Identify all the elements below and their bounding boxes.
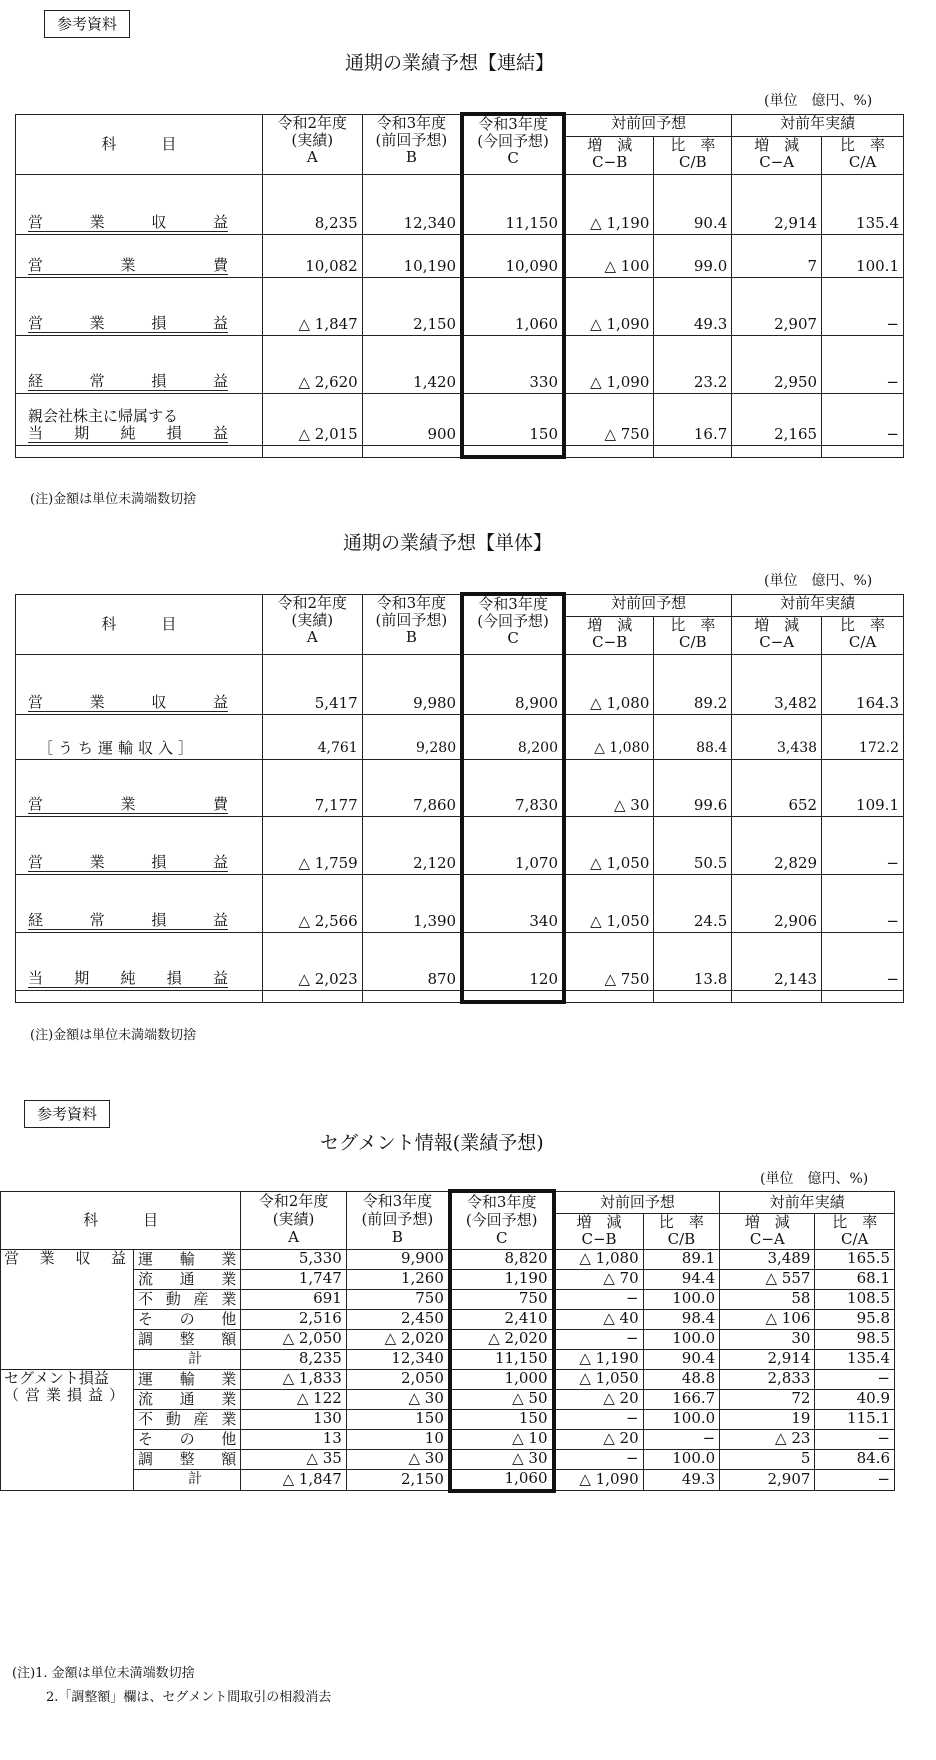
cell-b: 2,150 xyxy=(346,1469,450,1491)
cell-c: △ 30 xyxy=(450,1449,554,1469)
cell-cbr: 13.8 xyxy=(654,932,732,990)
table-row xyxy=(1,1269,895,1289)
group-label-segment-profit: セグメント損益 （営業損益） xyxy=(1,1369,134,1491)
cell-b: 870 xyxy=(362,932,462,990)
cell-cb: − xyxy=(554,1409,644,1429)
item-header: 科 目 xyxy=(16,594,263,654)
table-row xyxy=(1,1249,895,1269)
cell-cbr: 50.5 xyxy=(654,816,732,874)
cell-cbr: 24.5 xyxy=(654,874,732,932)
cell-car: 135.4 xyxy=(822,174,904,234)
cell-c: 7,830 xyxy=(462,759,564,816)
group-label-revenue: 営 業 収 益 xyxy=(1,1249,134,1369)
cell-ca: 3,489 xyxy=(720,1249,815,1269)
cell-car: 109.1 xyxy=(822,759,904,816)
row-label: 営 業 損 益 xyxy=(16,277,263,335)
cell-cbr: 90.4 xyxy=(654,174,732,234)
cell-a: △ 2,566 xyxy=(262,874,362,932)
ratio-cb-header: 比 率 C/B xyxy=(643,1213,720,1249)
cell-car: − xyxy=(822,874,904,932)
cell-a: △ 1,759 xyxy=(262,816,362,874)
col-c-header: 令和3年度 (今回予想) C xyxy=(462,114,564,174)
cell-ca: 3,482 xyxy=(732,654,822,714)
cell-car: 164.3 xyxy=(822,654,904,714)
cell-a: 2,516 xyxy=(241,1309,346,1329)
col-b-header: 令和3年度 (前回予想) B xyxy=(362,114,462,174)
consolidated-table xyxy=(15,112,904,459)
segment-total-label: 計 xyxy=(134,1349,241,1369)
cell-cbr: 98.4 xyxy=(643,1309,720,1329)
segment-label: 調 整 額 xyxy=(134,1449,241,1469)
col-a-header: 令和2年度 (実績) A xyxy=(241,1191,346,1249)
cell-b: 1,420 xyxy=(362,335,462,393)
spacer-cell xyxy=(362,990,462,1002)
cell-a: △ 1,847 xyxy=(262,277,362,335)
segment-label: 運 輸 業 xyxy=(134,1249,241,1269)
cell-cbr: 89.1 xyxy=(643,1249,720,1269)
cell-b: 150 xyxy=(346,1409,450,1429)
cell-ca: △ 106 xyxy=(720,1309,815,1329)
spacer-cell xyxy=(654,990,732,1002)
cell-ca: 3,438 xyxy=(732,714,822,759)
ratio-cb-header: 比 率 C/B xyxy=(654,136,732,174)
row-label: 経 常 損 益 xyxy=(16,874,263,932)
cell-a: △ 2,620 xyxy=(262,335,362,393)
table-row xyxy=(1,1289,895,1309)
row-label: ［うち運輸収入］ xyxy=(16,714,263,759)
cell-b: 9,280 xyxy=(362,714,462,759)
diff-ca-header: 増 減 C−A xyxy=(720,1213,815,1249)
cell-b: 1,390 xyxy=(362,874,462,932)
cell-cbr: 88.4 xyxy=(654,714,732,759)
prev-year-header: 対前年実績 xyxy=(720,1191,895,1213)
cell-b: 10 xyxy=(346,1429,450,1449)
ratio-cb-header: 比 率 C/B xyxy=(654,616,732,654)
cell-a: 8,235 xyxy=(262,174,362,234)
cell-a: 4,761 xyxy=(262,714,362,759)
cell-cb: △ 100 xyxy=(564,234,654,277)
cell-b: 1,260 xyxy=(346,1269,450,1289)
cell-car: − xyxy=(822,932,904,990)
cell-ca: 2,829 xyxy=(732,816,822,874)
cell-car: 115.1 xyxy=(815,1409,895,1429)
cell-car: 84.6 xyxy=(815,1449,895,1469)
cell-c: 330 xyxy=(462,335,564,393)
cell-a: 10,082 xyxy=(262,234,362,277)
row-label: 当 期 純 損 益 xyxy=(16,932,263,990)
segment-title: セグメント情報(業績予想) xyxy=(320,1132,544,1154)
table-row xyxy=(1,1449,895,1469)
cell-c: 1,060 xyxy=(450,1469,554,1491)
cell-b: 750 xyxy=(346,1289,450,1309)
spacer-cell xyxy=(732,445,822,457)
prev-forecast-header: 対前回予想 xyxy=(554,1191,720,1213)
cell-ca: 2,907 xyxy=(732,277,822,335)
spacer-cell xyxy=(822,990,904,1002)
segment-label: 流 通 業 xyxy=(134,1269,241,1289)
cell-b: 7,860 xyxy=(362,759,462,816)
cell-c: 10,090 xyxy=(462,234,564,277)
cell-b: 9,980 xyxy=(362,654,462,714)
cell-c: △ 2,020 xyxy=(450,1329,554,1349)
cell-cb: △ 1,080 xyxy=(554,1249,644,1269)
item-header: 科 目 xyxy=(16,114,263,174)
cell-ca: 2,833 xyxy=(720,1369,815,1389)
cell-cbr: 90.4 xyxy=(643,1349,720,1369)
cell-car: − xyxy=(822,393,904,445)
cell-car: − xyxy=(822,277,904,335)
col-b-header: 令和3年度 (前回予想) B xyxy=(346,1191,450,1249)
reference-label: 参考資料 xyxy=(44,10,130,38)
cell-cb: △ 1,050 xyxy=(564,816,654,874)
prev-year-header: 対前年実績 xyxy=(732,114,904,136)
cell-cb: △ 70 xyxy=(554,1269,644,1289)
spacer-cell xyxy=(362,445,462,457)
cell-a: △ 1,833 xyxy=(241,1369,346,1389)
cell-cb: △ 750 xyxy=(564,393,654,445)
table-row xyxy=(1,1389,895,1409)
row-label: 営 業 収 益 xyxy=(16,654,263,714)
row-label: 営 業 収 益 xyxy=(16,174,263,234)
table-row xyxy=(1,1369,895,1389)
consolidated-unit: (単位 億円、%) xyxy=(764,93,873,109)
cell-ca: 30 xyxy=(720,1329,815,1349)
row-label: 営 業 費 xyxy=(16,234,263,277)
cell-cb: △ 1,190 xyxy=(554,1349,644,1369)
spacer-cell xyxy=(262,990,362,1002)
cell-car: − xyxy=(815,1429,895,1449)
cell-a: △ 2,050 xyxy=(241,1329,346,1349)
cell-c: 1,190 xyxy=(450,1269,554,1289)
spacer-cell xyxy=(564,990,654,1002)
cell-ca: 2,906 xyxy=(732,874,822,932)
cell-a: 8,235 xyxy=(241,1349,346,1369)
cell-cb: △ 750 xyxy=(564,932,654,990)
cell-a: △ 1,847 xyxy=(241,1469,346,1491)
cell-ca: 5 xyxy=(720,1449,815,1469)
cell-b: 2,450 xyxy=(346,1309,450,1329)
spacer-cell xyxy=(262,445,362,457)
cell-c: 120 xyxy=(462,932,564,990)
segment-label: 流 通 業 xyxy=(134,1389,241,1409)
cell-a: 5,417 xyxy=(262,654,362,714)
cell-ca: 652 xyxy=(732,759,822,816)
cell-cb: △ 1,090 xyxy=(554,1469,644,1491)
cell-ca: 2,165 xyxy=(732,393,822,445)
table-row xyxy=(16,932,904,990)
cell-a: △ 2,015 xyxy=(262,393,362,445)
cell-a: △ 122 xyxy=(241,1389,346,1409)
cell-cbr: 23.2 xyxy=(654,335,732,393)
segment-note-1: (注)1. 金額は単位未満端数切捨 xyxy=(12,1666,195,1681)
cell-cbr: 100.0 xyxy=(643,1329,720,1349)
col-c-header: 令和3年度 (今回予想) C xyxy=(462,594,564,654)
cell-cbr: 49.3 xyxy=(643,1469,720,1491)
row-label: 経 常 損 益 xyxy=(16,335,263,393)
cell-cbr: − xyxy=(643,1429,720,1449)
segment-table xyxy=(0,1189,895,1493)
table-row xyxy=(16,393,904,445)
ratio-ca-header: 比 率 C/A xyxy=(822,616,904,654)
cell-a: △ 35 xyxy=(241,1449,346,1469)
cell-c: 2,410 xyxy=(450,1309,554,1329)
col-c-header: 令和3年度 (今回予想) C xyxy=(450,1191,554,1249)
cell-b: △ 30 xyxy=(346,1389,450,1409)
cell-b: △ 30 xyxy=(346,1449,450,1469)
spacer-cell xyxy=(822,445,904,457)
cell-car: 172.2 xyxy=(822,714,904,759)
spacer-cell xyxy=(732,990,822,1002)
prev-year-header: 対前年実績 xyxy=(732,594,904,616)
table-row xyxy=(16,174,904,234)
cell-a: 130 xyxy=(241,1409,346,1429)
cell-cb: △ 1,090 xyxy=(564,277,654,335)
col-b-header: 令和3年度 (前回予想) B xyxy=(362,594,462,654)
cell-a: 13 xyxy=(241,1429,346,1449)
segment-label: そ の 他 xyxy=(134,1429,241,1449)
item-header: 科 目 xyxy=(1,1191,241,1249)
cell-cb: − xyxy=(554,1449,644,1469)
cell-cb: △ 1,190 xyxy=(564,174,654,234)
cell-ca: 2,143 xyxy=(732,932,822,990)
diff-cb-header: 増 減 C−B xyxy=(564,616,654,654)
diff-ca-header: 増 減 C−A xyxy=(732,136,822,174)
cell-b: 2,050 xyxy=(346,1369,450,1389)
single-note: (注)金額は単位未満端数切捨 xyxy=(30,1028,197,1043)
segment-label: 不 動 産 業 xyxy=(134,1409,241,1429)
spacer-cell xyxy=(16,445,263,457)
table-row xyxy=(16,654,904,714)
cell-cb: − xyxy=(554,1329,644,1349)
cell-ca: 2,907 xyxy=(720,1469,815,1491)
cell-b: △ 2,020 xyxy=(346,1329,450,1349)
row-label: 営 業 費 xyxy=(16,759,263,816)
cell-car: 108.5 xyxy=(815,1289,895,1309)
cell-cbr: 99.0 xyxy=(654,234,732,277)
cell-cbr: 100.0 xyxy=(643,1449,720,1469)
table-row xyxy=(1,1309,895,1329)
cell-c: 340 xyxy=(462,874,564,932)
segment-unit: (単位 億円、%) xyxy=(760,1171,869,1187)
cell-cbr: 166.7 xyxy=(643,1389,720,1409)
spacer-cell xyxy=(462,990,564,1002)
table-row xyxy=(16,714,904,759)
table-row xyxy=(16,335,904,393)
cell-cb: △ 30 xyxy=(564,759,654,816)
table-row xyxy=(1,1329,895,1349)
cell-c: 750 xyxy=(450,1289,554,1309)
cell-cbr: 94.4 xyxy=(643,1269,720,1289)
single-unit: (単位 億円、%) xyxy=(764,573,873,589)
cell-c: 1,070 xyxy=(462,816,564,874)
cell-c: 1,000 xyxy=(450,1369,554,1389)
prev-forecast-header: 対前回予想 xyxy=(564,594,732,616)
diff-ca-header: 増 減 C−A xyxy=(732,616,822,654)
cell-b: 10,190 xyxy=(362,234,462,277)
cell-a: 1,747 xyxy=(241,1269,346,1289)
cell-c: △ 10 xyxy=(450,1429,554,1449)
cell-b: 12,340 xyxy=(362,174,462,234)
cell-b: 9,900 xyxy=(346,1249,450,1269)
cell-car: 40.9 xyxy=(815,1389,895,1409)
cell-ca: 2,914 xyxy=(720,1349,815,1369)
segment-reference-label: 参考資料 xyxy=(24,1100,110,1128)
table-row xyxy=(1,1349,895,1369)
cell-a: 7,177 xyxy=(262,759,362,816)
cell-car: − xyxy=(822,816,904,874)
cell-cb: △ 20 xyxy=(554,1429,644,1449)
ratio-ca-header: 比 率 C/A xyxy=(822,136,904,174)
cell-ca: 7 xyxy=(732,234,822,277)
diff-cb-header: 増 減 C−B xyxy=(554,1213,644,1249)
segment-label: そ の 他 xyxy=(134,1309,241,1329)
cell-a: 5,330 xyxy=(241,1249,346,1269)
cell-b: 900 xyxy=(362,393,462,445)
spacer-cell xyxy=(654,445,732,457)
spacer-cell xyxy=(16,990,263,1002)
cell-cb: − xyxy=(554,1289,644,1309)
cell-cbr: 49.3 xyxy=(654,277,732,335)
cell-cb: △ 1,080 xyxy=(564,714,654,759)
table-row xyxy=(1,1429,895,1449)
cell-ca: △ 23 xyxy=(720,1429,815,1449)
cell-c: 150 xyxy=(462,393,564,445)
cell-a: 691 xyxy=(241,1289,346,1309)
cell-c: △ 50 xyxy=(450,1389,554,1409)
cell-cbr: 100.0 xyxy=(643,1289,720,1309)
cell-b: 2,150 xyxy=(362,277,462,335)
cell-b: 12,340 xyxy=(346,1349,450,1369)
table-row xyxy=(16,816,904,874)
cell-car: 165.5 xyxy=(815,1249,895,1269)
table-row xyxy=(1,1409,895,1429)
spacer-cell xyxy=(564,445,654,457)
cell-cb: △ 20 xyxy=(554,1389,644,1409)
cell-car: − xyxy=(822,335,904,393)
cell-cb: △ 40 xyxy=(554,1309,644,1329)
cell-b: 2,120 xyxy=(362,816,462,874)
cell-ca: 2,914 xyxy=(732,174,822,234)
segment-label: 不 動 産 業 xyxy=(134,1289,241,1309)
col-a-header: 令和2年度 (実績) A xyxy=(262,594,362,654)
cell-car: 95.8 xyxy=(815,1309,895,1329)
row-label: 親会社株主に帰属する 当 期 純 損 益 xyxy=(16,393,263,445)
cell-ca: 72 xyxy=(720,1389,815,1409)
cell-car: 68.1 xyxy=(815,1269,895,1289)
cell-c: 1,060 xyxy=(462,277,564,335)
cell-cb: △ 1,050 xyxy=(564,874,654,932)
cell-cb: △ 1,050 xyxy=(554,1369,644,1389)
cell-c: 8,200 xyxy=(462,714,564,759)
cell-c: 11,150 xyxy=(450,1349,554,1369)
cell-c: 8,820 xyxy=(450,1249,554,1269)
table-row xyxy=(1,1469,895,1491)
cell-cbr: 89.2 xyxy=(654,654,732,714)
cell-cb: △ 1,090 xyxy=(564,335,654,393)
ratio-ca-header: 比 率 C/A xyxy=(815,1213,895,1249)
cell-car: − xyxy=(815,1469,895,1491)
single-title: 通期の業績予想【単体】 xyxy=(343,532,553,554)
segment-total-label: 計 xyxy=(134,1469,241,1491)
cell-cbr: 99.6 xyxy=(654,759,732,816)
single-table xyxy=(15,592,904,1004)
cell-car: − xyxy=(815,1369,895,1389)
cell-car: 98.5 xyxy=(815,1329,895,1349)
table-row xyxy=(16,277,904,335)
diff-cb-header: 増 減 C−B xyxy=(564,136,654,174)
cell-cbr: 100.0 xyxy=(643,1409,720,1429)
row-label: 営 業 損 益 xyxy=(16,816,263,874)
segment-label: 運 輸 業 xyxy=(134,1369,241,1389)
segment-label: 調 整 額 xyxy=(134,1329,241,1349)
cell-car: 100.1 xyxy=(822,234,904,277)
cell-ca: 19 xyxy=(720,1409,815,1429)
col-a-header: 令和2年度 (実績) A xyxy=(262,114,362,174)
cell-car: 135.4 xyxy=(815,1349,895,1369)
segment-note-2: 2.「調整額」欄は、セグメント間取引の相殺消去 xyxy=(46,1690,332,1705)
cell-ca: △ 557 xyxy=(720,1269,815,1289)
table-row xyxy=(16,874,904,932)
cell-cb: △ 1,080 xyxy=(564,654,654,714)
table-row xyxy=(16,234,904,277)
cell-c: 11,150 xyxy=(462,174,564,234)
cell-a: △ 2,023 xyxy=(262,932,362,990)
consolidated-note: (注)金額は単位未満端数切捨 xyxy=(30,492,197,507)
table-row xyxy=(16,759,904,816)
consolidated-title: 通期の業績予想【連結】 xyxy=(345,52,555,74)
cell-c: 8,900 xyxy=(462,654,564,714)
cell-cbr: 16.7 xyxy=(654,393,732,445)
cell-ca: 2,950 xyxy=(732,335,822,393)
spacer-cell xyxy=(462,445,564,457)
cell-ca: 58 xyxy=(720,1289,815,1309)
cell-c: 150 xyxy=(450,1409,554,1429)
prev-forecast-header: 対前回予想 xyxy=(564,114,732,136)
cell-cbr: 48.8 xyxy=(643,1369,720,1389)
